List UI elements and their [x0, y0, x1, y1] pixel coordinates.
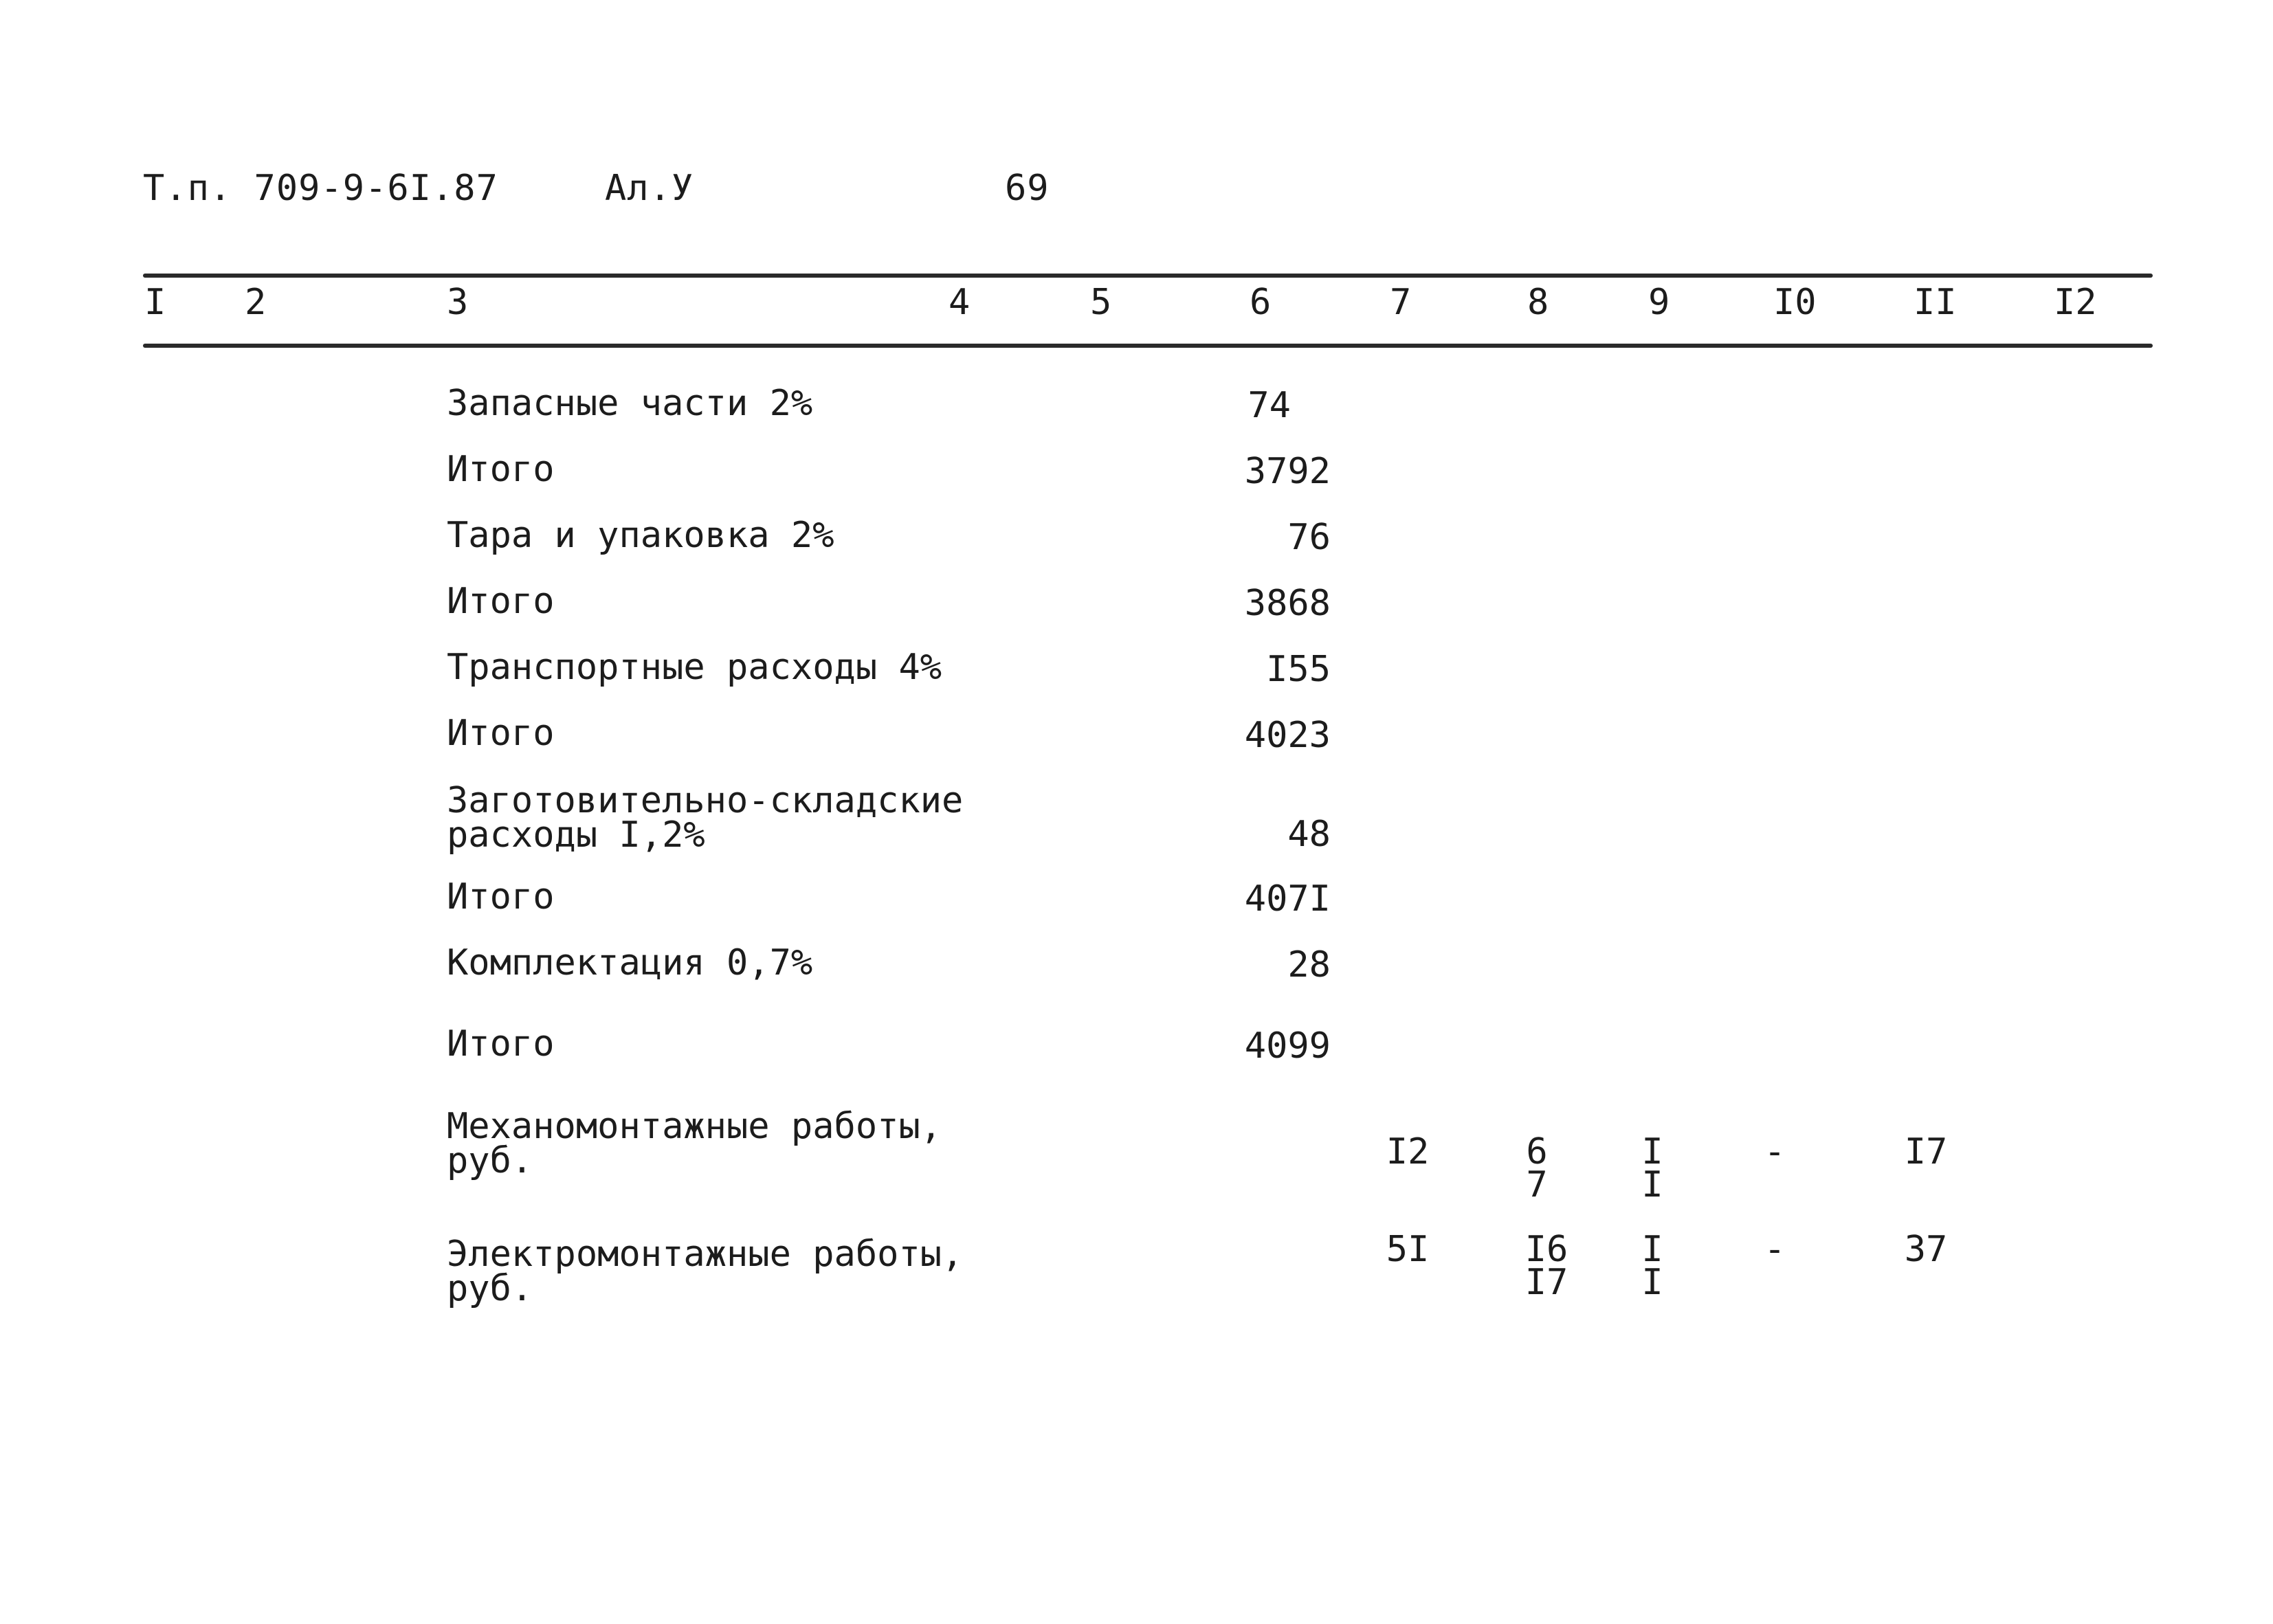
column-9-value-bottom: I — [1641, 1164, 1663, 1205]
column-6-value: 76 — [1287, 517, 1331, 558]
row-label-line-1: Механомонтажные работы, — [447, 1106, 942, 1147]
column-6-value: 48 — [1287, 814, 1331, 855]
column-8-value-top: I6 — [1524, 1229, 1568, 1270]
row-label: Транспортные расходы 4% — [447, 647, 942, 688]
column-number: I2 — [2054, 282, 2097, 323]
column-6-value: 407I — [1244, 878, 1331, 920]
column-number: 3 — [447, 282, 469, 323]
column-7-value: 5I — [1386, 1229, 1430, 1270]
column-10-value: - — [1764, 1131, 1786, 1172]
column-number: 4 — [949, 282, 971, 323]
column-9-value-top: I — [1641, 1229, 1663, 1270]
row-label: Итого — [447, 1023, 555, 1065]
column-6-value: I55 — [1266, 649, 1331, 690]
row-label-line-1: Электромонтажные работы, — [447, 1234, 964, 1275]
column-6-value: 28 — [1287, 944, 1331, 986]
column-number: 9 — [1648, 282, 1670, 323]
column-11-value: I7 — [1904, 1131, 1948, 1172]
column-8-value-bottom: I7 — [1524, 1262, 1568, 1303]
column-7-value: I2 — [1386, 1131, 1430, 1172]
row-label-line-2: руб. — [447, 1140, 533, 1181]
column-6-value: 4023 — [1244, 715, 1331, 756]
column-number: 7 — [1390, 282, 1412, 323]
row-label: Запасные части 2% — [447, 383, 813, 424]
column-8-value-bottom: 7 — [1526, 1164, 1548, 1205]
table-top-rule — [143, 274, 2153, 278]
column-number: I0 — [1773, 282, 1817, 323]
page-number: 69 — [1005, 168, 1050, 209]
row-label: Итого — [447, 713, 555, 754]
column-number: 5 — [1090, 282, 1112, 323]
column-11-value: 37 — [1904, 1229, 1948, 1270]
column-6-value: 74 — [1248, 385, 1291, 426]
album-label: Ал.У — [605, 168, 694, 209]
row-label: Итого — [447, 876, 555, 917]
column-6-value: 4099 — [1244, 1025, 1331, 1067]
column-10-value: - — [1764, 1229, 1786, 1270]
column-number: II — [1914, 282, 1957, 323]
column-number: 8 — [1527, 282, 1549, 323]
column-number: I — [144, 282, 166, 323]
column-number: 2 — [245, 282, 267, 323]
row-label: Итого — [447, 449, 555, 490]
row-label: Итого — [447, 581, 555, 622]
row-label: Комплектация 0,7% — [447, 942, 813, 983]
row-label-line-2: руб. — [447, 1268, 533, 1309]
table-header-bottom-rule — [143, 344, 2153, 348]
column-8-value-top: 6 — [1526, 1131, 1548, 1172]
row-label: Тара и упаковка 2% — [447, 515, 834, 556]
column-6-value: 3868 — [1244, 583, 1331, 624]
column-number: 6 — [1250, 282, 1272, 323]
column-9-value-bottom: I — [1641, 1262, 1663, 1303]
row-label-line-1: Заготовительно-складские — [447, 780, 964, 821]
column-9-value-top: I — [1641, 1131, 1663, 1172]
document-code: Т.п. 709-9-6I.87 — [143, 168, 498, 209]
column-6-value: 3792 — [1244, 451, 1331, 492]
row-label-line-2: расходы I,2% — [447, 814, 705, 856]
